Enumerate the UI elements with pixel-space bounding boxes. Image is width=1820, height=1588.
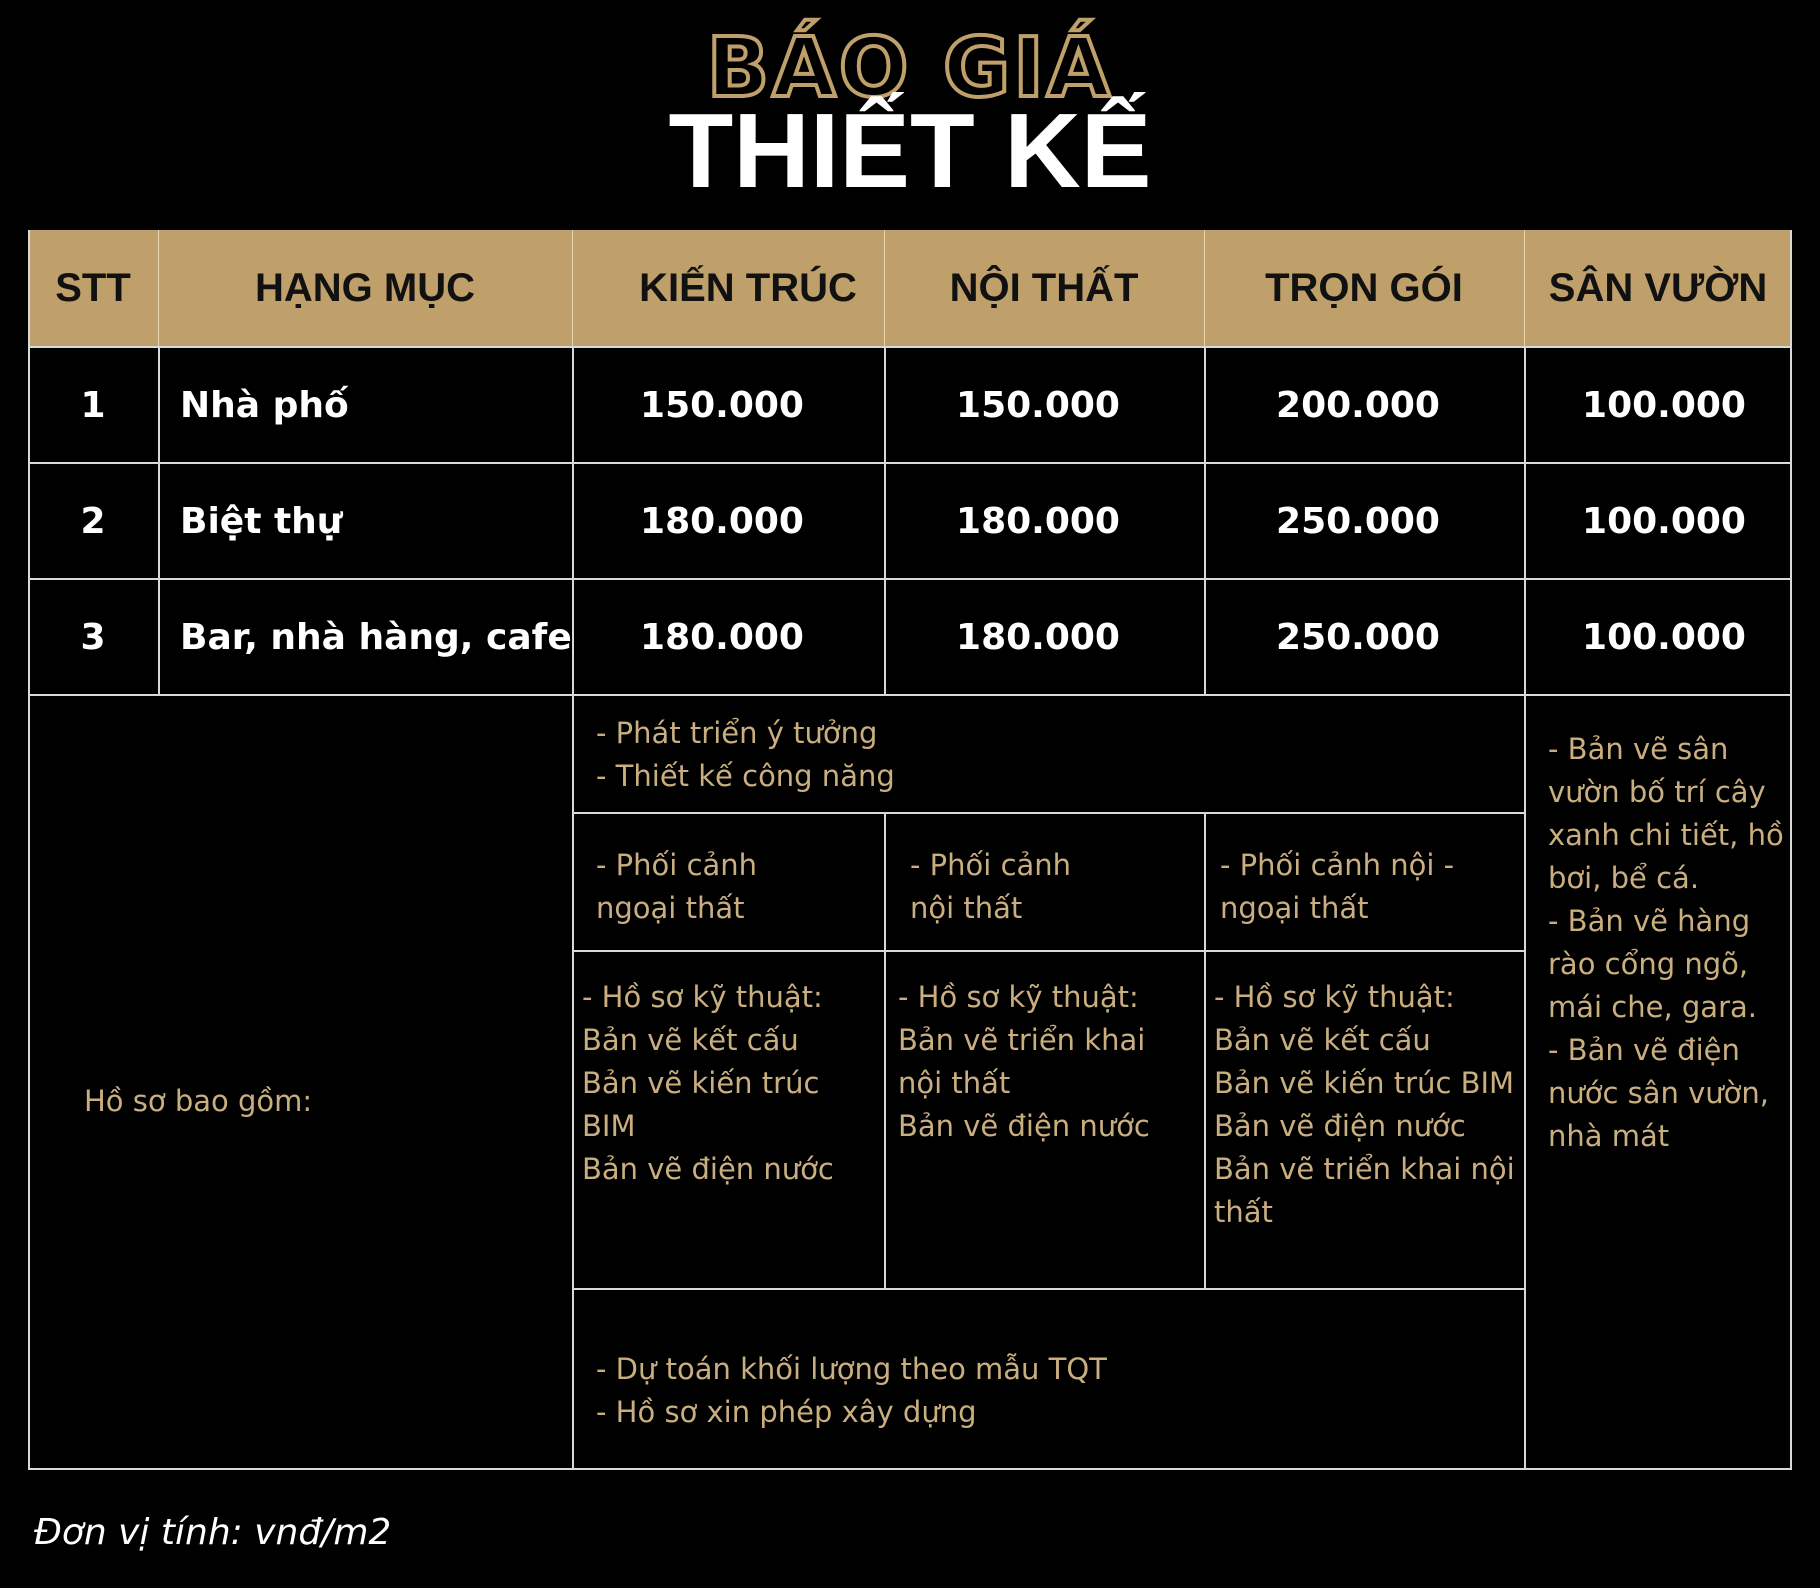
row-1-tron-goi: 200.000	[1276, 384, 1440, 426]
docs-concept: - Phát triển ý tưởng - Thiết kế công năng	[596, 716, 895, 793]
page-title	[0, 0, 1820, 220]
docs-render-kien-truc: - Phối cảnh ngoại thất	[596, 848, 758, 925]
grid-line	[28, 346, 1792, 348]
docs-san-vuon: - Bản vẽ sân vườn bố trí cây xanh chi tiết, hồ bơi, bể cá. - Bản vẽ hàng rào cổng ngõ, mái che, gara. - Bản vẽ điện nước sân vườn, nhà mát	[1548, 732, 1784, 1153]
row-2-stt: 2	[80, 500, 106, 542]
grid-line	[884, 230, 885, 346]
grid-line	[572, 230, 573, 346]
row-3-san-vuon: 100.000	[1582, 616, 1746, 658]
row-3-noi-that: 180.000	[956, 616, 1120, 658]
header-kien-truc: KIẾN TRÚC	[639, 265, 857, 310]
grid-line	[28, 462, 1792, 464]
docs-label: Hồ sơ bao gồm:	[84, 1084, 313, 1118]
row-2-san-vuon: 100.000	[1582, 500, 1746, 542]
title-line-1: BÁO GIÁ	[706, 21, 1114, 116]
header-hang-muc: HẠNG MỤC	[255, 265, 475, 310]
docs-render-noi-that: - Phối cảnh nội thất	[910, 848, 1072, 925]
row-3-item: Bar, nhà hàng, cafe	[180, 616, 572, 658]
grid-line	[1204, 230, 1205, 346]
grid-line	[158, 230, 159, 346]
docs-estimate: - Dự toán khối lượng theo mẫu TQT - Hồ sơ xin phép xây dựng	[596, 1352, 1107, 1429]
docs-tech-noi-that: - Hồ sơ kỹ thuật: Bản vẽ triển khai nội thất Bản vẽ điện nước	[898, 980, 1150, 1143]
grid-line	[1524, 348, 1526, 1468]
row-3-kien-truc: 180.000	[640, 616, 804, 658]
row-1-item: Nhà phố	[180, 384, 349, 426]
docs-render-tron-goi: - Phối cảnh nội - ngoại thất	[1220, 848, 1455, 925]
docs-tech-tron-goi: - Hồ sơ kỹ thuật: Bản vẽ kết cấu Bản vẽ kiến trúc BIM Bản vẽ điện nước Bản vẽ triển khai nội thất	[1214, 980, 1515, 1229]
row-2-tron-goi: 250.000	[1276, 500, 1440, 542]
grid-line	[572, 812, 1524, 814]
grid-line	[158, 348, 160, 696]
grid-line	[28, 694, 1792, 696]
row-1-noi-that: 150.000	[956, 384, 1120, 426]
row-2-noi-that: 180.000	[956, 500, 1120, 542]
grid-line	[28, 578, 1792, 580]
title-line-2: THIẾT KẾ	[668, 92, 1152, 210]
row-1-kien-truc: 150.000	[640, 384, 804, 426]
unit-note: Đơn vị tính: vnđ/m2	[34, 1512, 392, 1553]
grid-line	[1204, 812, 1206, 1288]
grid-line	[1790, 230, 1792, 1470]
row-1-san-vuon: 100.000	[1582, 384, 1746, 426]
header-noi-that: NỘI THẤT	[949, 265, 1139, 310]
row-3-tron-goi: 250.000	[1276, 616, 1440, 658]
header-stt: STT	[55, 265, 131, 310]
row-3-stt: 3	[80, 616, 106, 658]
grid-line	[28, 230, 30, 1470]
docs-tech-kien-truc: - Hồ sơ kỹ thuật: Bản vẽ kết cấu Bản vẽ kiến trúc BIM Bản vẽ điện nước	[582, 980, 834, 1186]
grid-line	[1204, 348, 1206, 696]
header-san-vuon: SÂN VƯỜN	[1548, 265, 1768, 310]
grid-line	[1524, 230, 1525, 346]
header-tron-goi: TRỌN GÓI	[1265, 265, 1463, 310]
grid-line	[572, 950, 1524, 952]
grid-line	[884, 348, 886, 696]
grid-line	[572, 348, 574, 1468]
grid-line	[572, 1288, 1524, 1290]
grid-line	[28, 1468, 1792, 1470]
row-1-stt: 1	[80, 384, 106, 426]
row-2-kien-truc: 180.000	[640, 500, 804, 542]
grid-line	[884, 812, 886, 1288]
row-2-item: Biệt thự	[180, 500, 343, 542]
